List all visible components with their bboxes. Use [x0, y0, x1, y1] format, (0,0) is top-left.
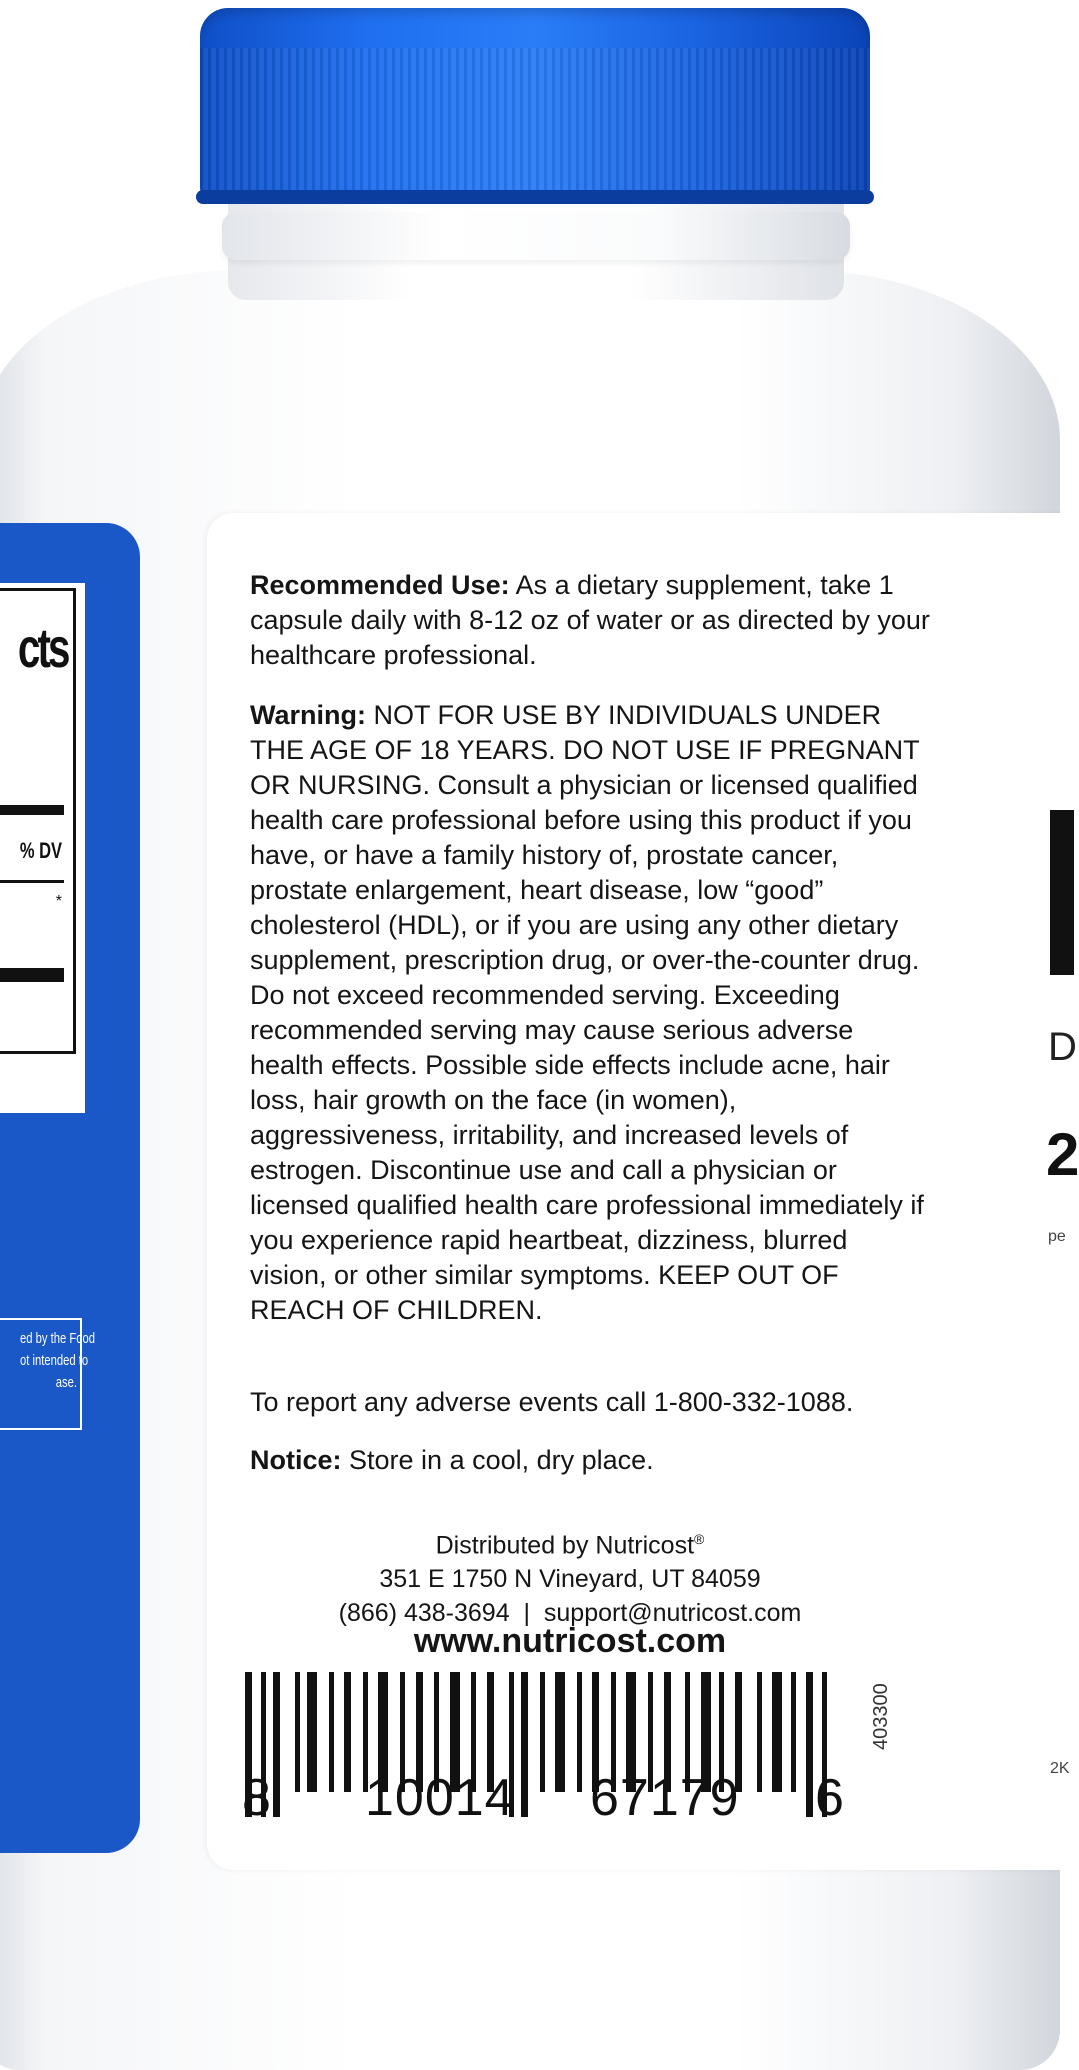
warning — [250, 698, 930, 1328]
barcode-bar — [772, 1672, 782, 1792]
disclaimer-line: ase. — [55, 1374, 77, 1391]
facts-asterisk: * — [55, 893, 62, 910]
front-label-edge — [1055, 513, 1074, 1870]
website-url: www.nutricost.com — [413, 1622, 727, 1660]
distributor-contact: (866) 438-3694 | support@nutricost.com — [338, 1599, 802, 1628]
notice — [250, 1443, 930, 1478]
disclaimer-line: ot intended to — [20, 1352, 89, 1369]
front-side-code: 2K — [1050, 1760, 1070, 1777]
barcode-bar — [577, 1672, 582, 1792]
facts-divider-bottom — [0, 968, 64, 982]
barcode-check-digit: 6 — [815, 1769, 845, 1827]
neck-ring — [222, 212, 850, 260]
facts-divider-thin — [0, 880, 64, 883]
distributor-address: 351 E 1750 N Vineyard, UT 84059 — [379, 1565, 761, 1594]
barcode-bar — [329, 1672, 334, 1792]
facts-title-fragment: cts — [17, 616, 68, 679]
barcode-bar — [806, 1672, 813, 1817]
barcode-left-group: 10014 — [365, 1769, 515, 1827]
recommended-use-text: As a dietary supplement, take 1 capsule daily with 8-12 oz of water or as directed by your healthcare professional. — [250, 570, 930, 670]
front-count-fragment: 2 — [1046, 1121, 1079, 1188]
bottle-neck — [228, 190, 844, 300]
barcode-bar — [791, 1672, 796, 1792]
barcode-bar — [295, 1672, 300, 1792]
fda-disclaimer — [0, 1318, 96, 1430]
barcode-bar — [307, 1672, 317, 1792]
barcode-digit-first: 8 — [242, 1769, 272, 1827]
distributor-line1 — [290, 1522, 850, 1562]
notice-text: Store in a cool, dry place. — [341, 1445, 654, 1475]
disclaimer-line: ed by the Food — [20, 1330, 96, 1347]
lot-code: 403300 — [870, 1683, 892, 1750]
recommended-use-heading: Recommended Use: — [250, 570, 510, 600]
recommended-use — [250, 568, 930, 673]
distributor-info — [290, 1522, 850, 1630]
barcode-bar — [521, 1672, 528, 1817]
bottle-cap — [200, 8, 870, 198]
facts-divider-thick — [0, 805, 64, 815]
barcode — [245, 1672, 855, 1817]
front-small-text-fragment: pe — [1048, 1228, 1066, 1245]
barcode-bar — [555, 1672, 565, 1792]
front-title-stroke — [1050, 810, 1074, 975]
warning-text: NOT FOR USE BY INDIVIDUALS UNDER THE AGE OF 18 YEARS. DO NOT USE IF PREGNANT OR NURSING. Consult a physician or licensed qualified health care professional before using this product if you have, or have a family history of, prostate cancer, prostate enlargement, heart disease, low “good” cholesterol (HDL), or if you are using any other dietary supplement, prescription drug, or over-the-counter drug. Do not exceed recommended serving. Exceeding recommended serving may cause serious adverse health effects. Possible side effects include acne, hair loss, hair growth on the face (in women), aggressiveness, irritability, and increased levels of estrogen. Discontinue use and call a physician or licensed qualified health care professional immediately if you experience rapid heartbeat, dizziness, blurred vision, or other similar symptoms. KEEP OUT OF REACH OF CHILDREN. — [250, 700, 924, 1325]
cap-ridges — [200, 48, 870, 198]
warning-heading: Warning: — [250, 700, 366, 730]
barcode-right-group: 67179 — [590, 1769, 740, 1827]
registered-mark: ® — [694, 1531, 705, 1547]
adverse-events: To report any adverse events call 1-800-332-1088. — [250, 1387, 854, 1417]
barcode-bar — [540, 1672, 545, 1792]
front-subtitle-fragment: D — [1048, 1025, 1077, 1069]
barcode-bar — [757, 1672, 762, 1792]
barcode-bar — [273, 1672, 280, 1817]
notice-heading: Notice: — [250, 1445, 342, 1475]
distributor-name: Distributed by Nutricost — [435, 1531, 695, 1560]
cap-lip — [196, 190, 874, 204]
barcode-bar — [344, 1672, 351, 1792]
daily-value-label: % DV — [19, 838, 62, 863]
